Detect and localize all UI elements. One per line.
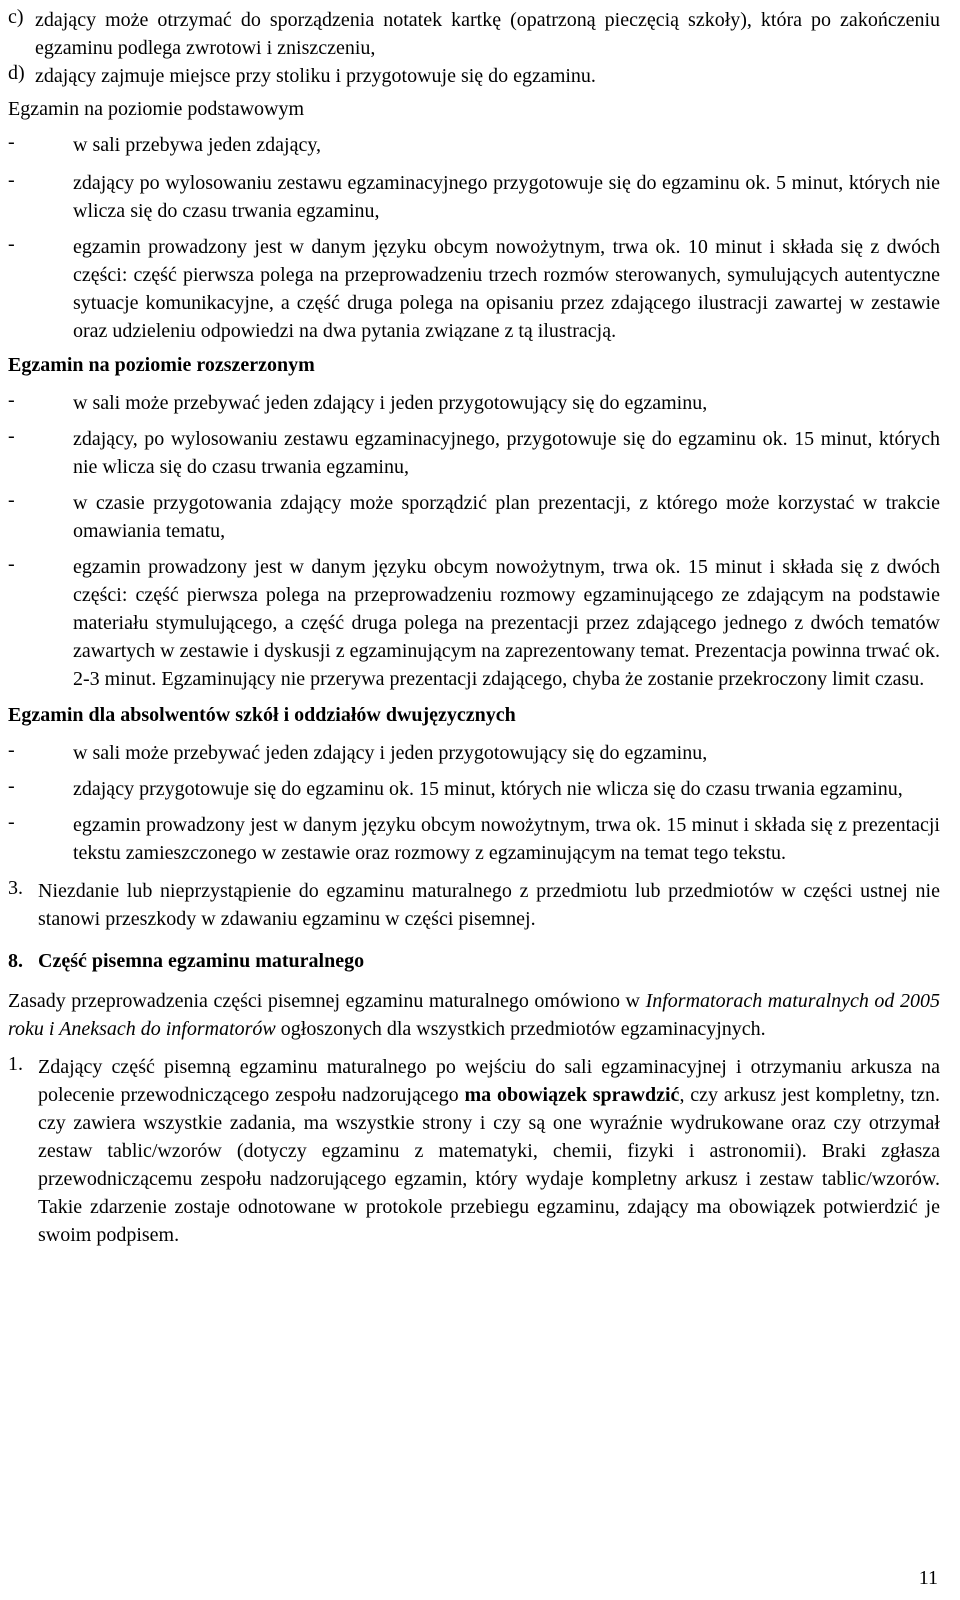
item-number: 3. — [8, 877, 23, 899]
list-marker: d) — [8, 62, 25, 84]
bilingual-item-3 — [8, 811, 940, 867]
intro-italic-text: Informatorach maturalnych od 2005 roku i Aneksach do informatorów — [8, 990, 940, 1040]
extended-item-text: w czasie przygotowania zdający może sporządzić plan prezentacji, z którego może korzystać w trakcie omawiania tematu, — [73, 492, 940, 542]
document-page — [8, 6, 940, 1249]
intro-text-end: ogłoszonych dla wszystkich przedmiotów egzaminacyjnych. — [275, 1018, 766, 1040]
dash-marker: - — [8, 233, 15, 255]
dash-marker: - — [8, 489, 15, 511]
item1-bold-text: ma obowiązek sprawdzić — [464, 1084, 680, 1106]
numbered-item-text — [38, 1053, 940, 1249]
dash-marker: - — [8, 389, 15, 411]
list-item-c — [8, 6, 940, 62]
item1-text-start: Zdający część pisemną egzaminu maturalnego po wejściu do sali egzaminacyjnej i otrzymaniu arkusza na polecenie przewodniczącego zespołu nadzorującego — [38, 1056, 940, 1106]
numbered-item-1 — [8, 1053, 940, 1249]
basic-item-2 — [8, 169, 940, 225]
dash-marker: - — [8, 775, 15, 797]
dash-marker: - — [8, 169, 15, 191]
extended-item-1 — [8, 389, 940, 417]
section-8-heading — [8, 947, 940, 975]
bilingual-item-1 — [8, 739, 940, 767]
basic-item-text: egzamin prowadzony jest w danym języku obcym nowożytnym, trwa ok. 10 minut i składa się z dwóch części: część pierwsza polega na przeprowadzeniu trzech rozmów sterowanych, symulujących autentyczne sytuacje komunikacyjne, a część druga polega na opisaniu przez zdającego ilustracji zawartej w zestawie oraz udzieleniu odpowiedzi na dwa pytania związane z tą ilustracją. — [73, 236, 940, 342]
section-8-intro — [8, 987, 940, 1043]
basic-level-heading: Egzamin na poziomie podstawowym — [8, 98, 305, 120]
extended-item-3 — [8, 489, 940, 545]
dash-marker: - — [8, 739, 15, 761]
list-item-d — [8, 62, 940, 90]
bilingual-item-text: w sali może przebywać jeden zdający i jeden przygotowujący się do egzaminu, — [73, 742, 708, 764]
extended-item-text: w sali może przebywać jeden zdający i jeden przygotowujący się do egzaminu, — [73, 392, 708, 414]
extended-item-2 — [8, 425, 940, 481]
numbered-item-3 — [8, 877, 940, 933]
extended-item-text: zdający, po wylosowaniu zestawu egzaminacyjnego, przygotowuje się do egzaminu ok. 15 minut, których nie wlicza się do czasu trwania egzaminu, — [73, 428, 940, 478]
basic-item-text: w sali przebywa jeden zdający, — [73, 134, 322, 156]
section-title: Część pisemna egzaminu maturalnego — [38, 950, 365, 972]
bilingual-item-text: egzamin prowadzony jest w danym języku obcym nowożytnym, trwa ok. 15 minut i składa się z prezentacji tekstu zamieszczonego w zestawie oraz rozmowy z egzaminującym na temat tego tekstu. — [73, 814, 940, 864]
bilingual-heading: Egzamin dla absolwentów szkół i oddziałów dwujęzycznych — [8, 704, 516, 726]
dash-marker: - — [8, 131, 15, 153]
extended-item-4 — [8, 553, 940, 693]
section-number: 8. — [8, 950, 23, 972]
list-item-text: zdający może otrzymać do sporządzenia notatek kartkę (opatrzoną pieczęcią szkoły), która po zakończeniu egzaminu podlega zwrotowi i zniszczeniu, — [35, 9, 940, 59]
list-marker: c) — [8, 6, 24, 28]
dash-marker: - — [8, 425, 15, 447]
bilingual-item-text: zdający przygotowuje się do egzaminu ok. 15 minut, których nie wlicza się do czasu trwania egzaminu, — [73, 778, 903, 800]
item1-text-end: , czy arkusz jest kompletny, tzn. czy zawiera wszystkie zadania, ma wszystkie strony i czy są one wyraźnie wydrukowane oraz czy otrzymał zestaw tablic/wzorów (dotyczy egzaminu z matematyki, chemii, fizyki i astronomii). Braki zgłasza przewodniczącemu zespołu nadzorującego egzamin, który wydaje kompletny arkusz i zestaw tablic/wzorów. Takie zdarzenie zostaje odnotowane w protokole przebiegu egzaminu, zdający ma obowiązek potwierdzić je swoim podpisem. — [38, 1084, 940, 1246]
intro-text: Zasady przeprowadzenia części pisemnej egzaminu maturalnego omówiono w — [8, 990, 646, 1012]
list-item-text: zdający zajmuje miejsce przy stoliku i przygotowuje się do egzaminu. — [35, 65, 596, 87]
item-number: 1. — [8, 1053, 23, 1075]
extended-item-text: egzamin prowadzony jest w danym języku obcym nowożytnym, trwa ok. 15 minut i składa się z dwóch części: część pierwsza polega na przeprowadzeniu rozmowy egzaminującego ze zdającym na podstawie materiału stymulującego, a część druga polega na prezentacji przez zdającego jednego z dwóch tematów zawartych w zestawie i dyskusji z egzaminującym na zaprezentowany temat. Prezentacja powinna trwać ok. 2-3 minut. Egzaminujący nie przerywa prezentacji zdającego, chyba że zostanie przekroczony limit czasu. — [73, 556, 940, 690]
basic-item-1 — [8, 131, 940, 159]
page-number: 11 — [918, 1567, 938, 1589]
basic-item-3 — [8, 233, 940, 345]
extended-level-heading: Egzamin na poziomie rozszerzonym — [8, 354, 315, 376]
dash-marker: - — [8, 811, 15, 833]
dash-marker: - — [8, 553, 15, 575]
bilingual-item-2 — [8, 775, 940, 803]
numbered-item-text: Niezdanie lub nieprzystąpienie do egzaminu maturalnego z przedmiotu lub przedmiotów w części ustnej nie stanowi przeszkody w zdawaniu egzaminu w części pisemnej. — [38, 880, 940, 930]
basic-item-text: zdający po wylosowaniu zestawu egzaminacyjnego przygotowuje się do egzaminu ok. 5 minut, których nie wlicza się do czasu trwania egzaminu, — [73, 172, 940, 222]
